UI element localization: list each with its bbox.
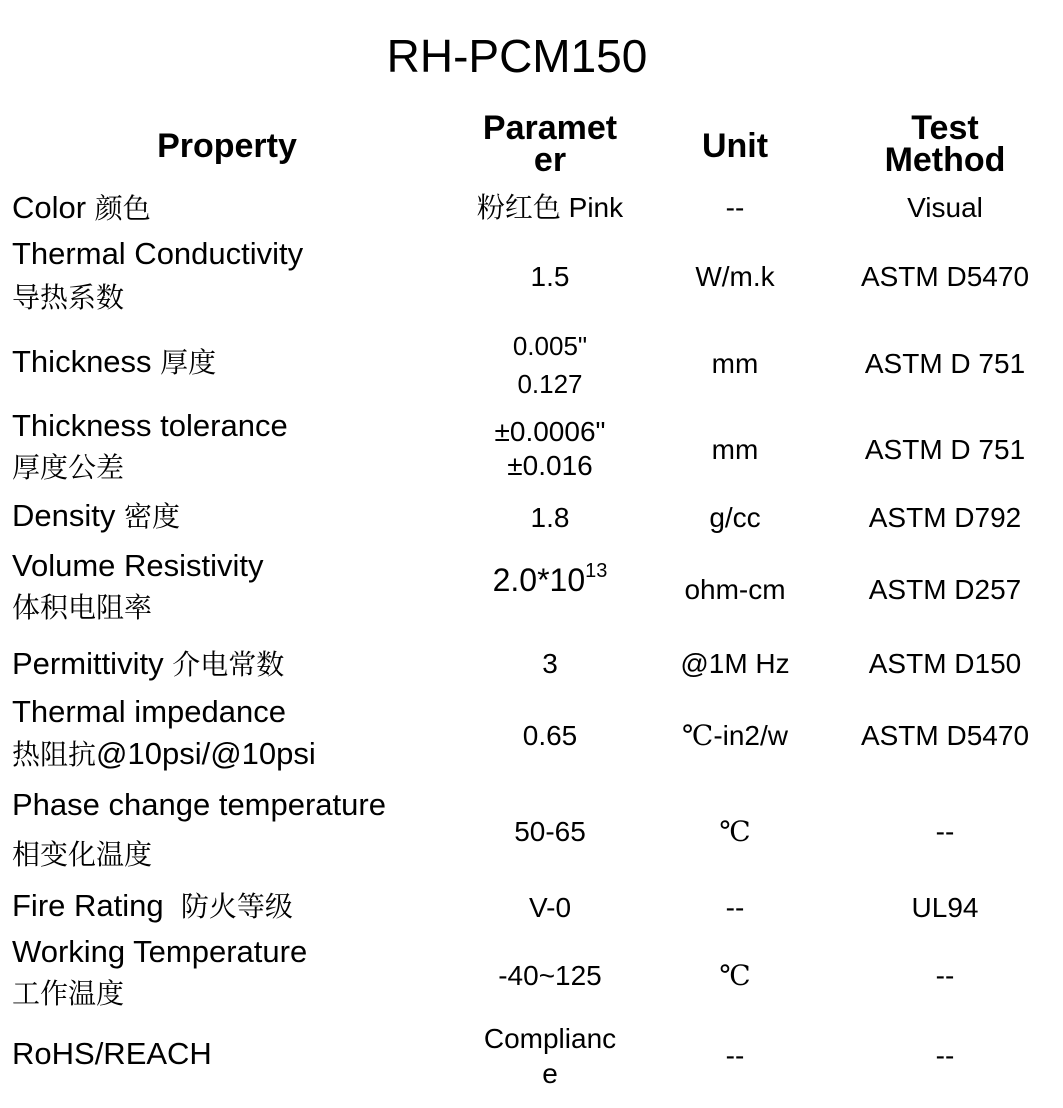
row-fire-rating-property (12, 884, 442, 928)
row-color-property (12, 186, 442, 230)
row-volume-resistivity-unit: ohm-cm (684, 574, 786, 605)
row-working-temperature-property (12, 930, 442, 1016)
header-property (12, 122, 442, 170)
row-rohs-parameter (460, 1020, 640, 1092)
row-rohs-property (12, 1032, 442, 1076)
header-parameter (460, 108, 640, 180)
property-name: Phase change temperature (12, 787, 386, 822)
row-working-temperature-test: -- (935, 960, 955, 991)
property-name-cn: 厚度公差 (12, 451, 125, 484)
row-thickness-test: ASTM D 751 (864, 348, 1026, 379)
parameter-value: $2.0*10^{13}$ (492, 560, 608, 598)
row-color-parameter (460, 186, 640, 230)
unit-symbol: ℃ (719, 959, 751, 992)
parameter-line2: ±0.016 (507, 450, 593, 481)
row-density-test: ASTM D792 (868, 502, 1022, 533)
header-unit-label: Unit (701, 127, 769, 165)
row-thermal-conductivity-parameter: 1.5 (530, 261, 570, 292)
unit-value: ℃-in2/w (681, 719, 789, 752)
row-thermal-impedance-test: ASTM D5470 (860, 720, 1030, 751)
row-fire-rating-parameter: V-0 (528, 892, 572, 923)
property-name: Thickness 厚度 (12, 343, 217, 379)
row-phase-change-parameter: 50-65 (514, 816, 586, 847)
row-thermal-conductivity-test: ASTM D5470 (860, 261, 1030, 292)
row-volume-resistivity-property (12, 544, 442, 630)
property-name: Color 颜色 (12, 189, 151, 225)
header-parameter-line1: Paramet (482, 109, 618, 147)
parameter-line2: e (542, 1058, 558, 1089)
row-density-property (12, 494, 442, 538)
row-phase-change-unit (645, 808, 825, 856)
row-volume-resistivity-parameter (460, 556, 640, 604)
header-test-method (835, 108, 1055, 180)
row-permittivity-parameter: 3 (542, 648, 558, 679)
row-thickness-unit: mm (711, 348, 759, 379)
row-permittivity-unit: @1M Hz (680, 648, 790, 679)
row-color-test: Visual (907, 192, 983, 223)
row-density-unit: g/cc (709, 502, 761, 533)
row-permittivity-test: ASTM D150 (868, 648, 1022, 679)
row-thermal-conductivity-unit: W/m.k (695, 261, 775, 292)
property-name-cn: 工作温度 (12, 977, 125, 1010)
row-thickness-tolerance-parameter (460, 414, 640, 484)
header-unit (645, 122, 825, 170)
row-thickness-tolerance-property (12, 404, 442, 490)
property-name: Thickness tolerance (12, 408, 288, 443)
row-thermal-impedance-property (12, 690, 442, 776)
property-name: Volume Resistivity (12, 548, 264, 583)
parameter-value: 粉红色 Pink (476, 191, 624, 224)
property-name: Fire Rating 防火等级 (12, 887, 293, 923)
row-thickness-tolerance-test: ASTM D 751 (864, 434, 1026, 465)
row-fire-rating-unit: -- (725, 892, 745, 923)
parameter-line1: Complianc (483, 1023, 617, 1054)
row-thermal-impedance-unit (645, 712, 825, 760)
header-test-line1: Test (911, 109, 979, 147)
parameter-line1: ±0.0006" (494, 416, 606, 447)
property-name: Density 密度 (12, 497, 181, 533)
property-name: Permittivity 介电常数 (12, 645, 285, 681)
row-phase-change-test: -- (935, 816, 955, 847)
property-name: Thermal impedance (12, 693, 286, 729)
unit-symbol: ℃ (719, 815, 751, 848)
parameter-line2: 0.127 (517, 369, 583, 399)
row-thickness-tolerance-unit: mm (711, 434, 759, 465)
property-name: Working Temperature (12, 934, 308, 969)
row-fire-rating-test: UL94 (911, 892, 979, 923)
property-name-cn: 体积电阻率 (12, 591, 153, 624)
page-title: RH-PCM150 (386, 30, 648, 82)
property-name: RoHS/REACH (12, 1036, 212, 1071)
row-volume-resistivity-test: ASTM D257 (868, 574, 1022, 605)
row-thickness-property (12, 340, 442, 384)
property-name-cn: 相变化温度 (12, 838, 153, 871)
row-rohs-test: -- (935, 1040, 955, 1071)
row-working-temperature-unit (645, 952, 825, 1000)
row-thickness-parameter (460, 326, 640, 404)
row-density-parameter: 1.8 (530, 502, 570, 533)
row-working-temperature-parameter: -40~125 (498, 960, 602, 991)
row-permittivity-property (12, 642, 442, 686)
property-name-cn: 热阻抗@10psi/@10psi (12, 735, 316, 771)
row-thermal-impedance-parameter: 0.65 (522, 720, 578, 751)
property-name: Thermal Conductivity (12, 236, 304, 271)
header-test-line2: Method (884, 141, 1006, 179)
header-property-label: Property (157, 127, 297, 165)
row-thermal-conductivity-property (12, 232, 442, 320)
header-parameter-line2: er (533, 141, 567, 179)
row-color-unit: -- (725, 192, 745, 223)
property-name-cn: 导热系数 (12, 281, 125, 314)
row-rohs-unit: -- (725, 1040, 745, 1071)
row-phase-change-property (12, 780, 442, 880)
parameter-line1: 0.005" (512, 331, 588, 361)
